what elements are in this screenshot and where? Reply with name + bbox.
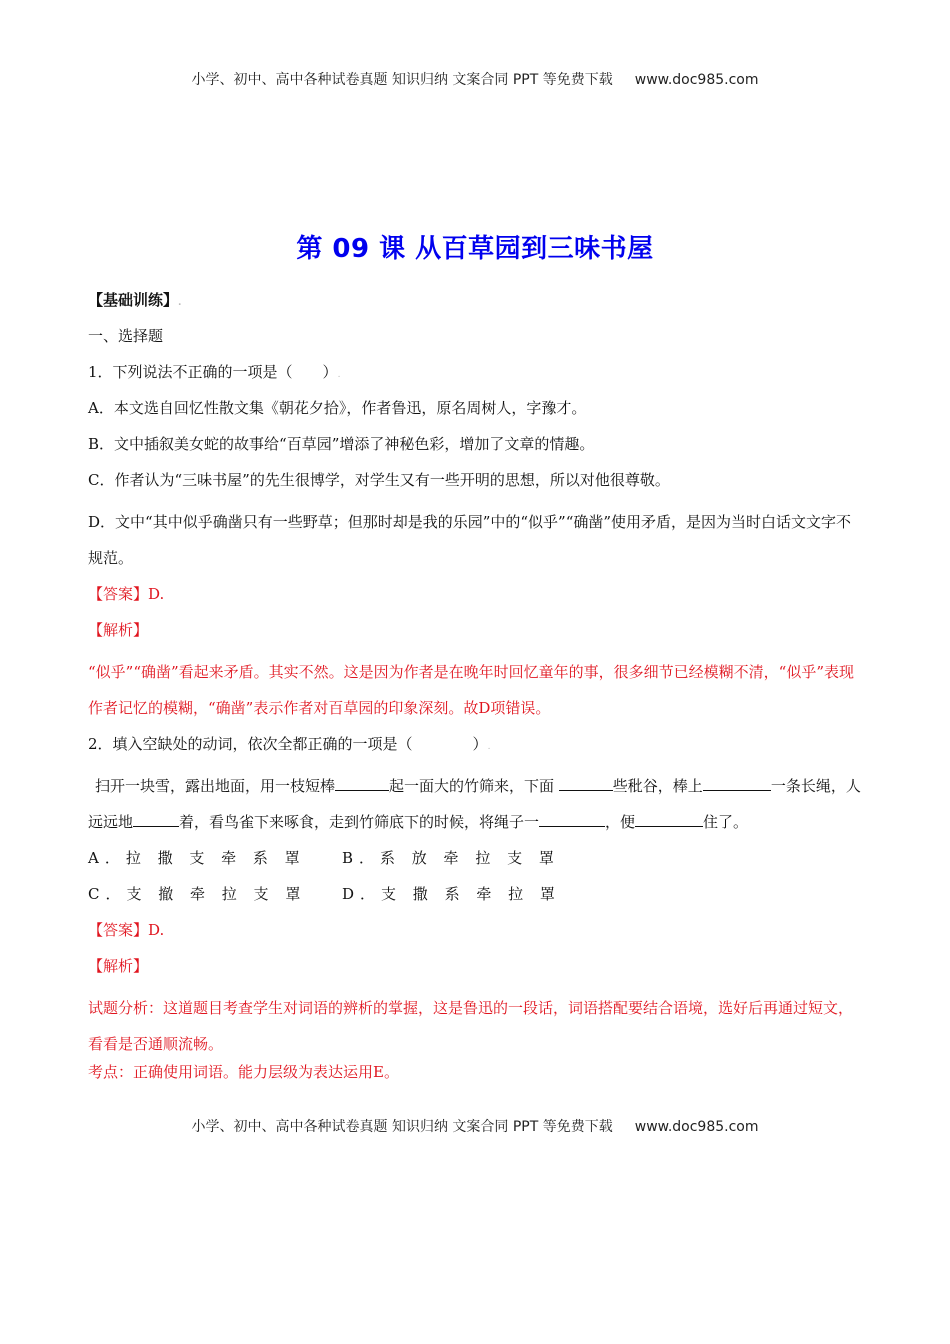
- section-label: 【基础训练】.: [88, 291, 182, 309]
- question-1-option-a: A．本文选自回忆性散文集《朝花夕拾》，作者鲁迅，原名周树人，字豫才。: [88, 399, 587, 417]
- blank-1: [335, 774, 389, 791]
- question-2-analysis-label: 【解析】: [88, 957, 149, 975]
- question-1-analysis-label: 【解析】: [88, 621, 149, 639]
- question-2-option-b: B．系 放 牵 拉 支 罩: [342, 849, 560, 867]
- question-2-passage: 扫开一块雪，露出地面，用一枝短棒 起一面大的竹筛来，下面 些秕谷，棒上 一条长绳，人远远地 着，看鸟雀下来啄食，走到竹筛底下的时候，将绳子一 ，便 住了。: [88, 768, 864, 840]
- question-1-option-c: C．作者认为“三味书屋”的先生很博学，对学生又有一些开明的思想，所以对他很尊敬。: [88, 471, 670, 489]
- blank-6: [635, 810, 703, 827]
- footer-banner-text: 小学、初中、高中各种试卷真题 知识归纳 文案合同 PPT 等免费下载: [191, 1119, 613, 1135]
- header-banner-url[interactable]: www.doc985.com: [634, 72, 759, 88]
- question-2-option-a: A．拉 撒 支 牵 系 罩: [88, 849, 306, 867]
- blank-5: [539, 810, 605, 827]
- header-banner: [0, 69, 950, 89]
- part-label: 一、选择题: [88, 327, 164, 345]
- blank-2: [559, 774, 613, 791]
- question-2-option-d: D．支 撒 系 牵 拉 罩: [342, 885, 561, 903]
- question-2-stem: 2．填入空缺处的动词，依次全都正确的一项是（ ）.: [88, 735, 491, 753]
- question-2-knowledge-point: 考点：正确使用词语。能力层级为表达运用E。: [88, 1063, 399, 1081]
- question-1-analysis: “似乎”“确凿”看起来矛盾。其实不然。这是因为作者是在晚年时回忆童年的事，很多细节已经模糊不清，“似乎”表现作者记忆的模糊，“确凿”表示作者对百草园的印象深刻。故D项错误。: [88, 663, 855, 717]
- question-2-answer: 【答案】D.: [88, 921, 165, 939]
- question-2-option-c: C．支 撤 牵 拉 支 罩: [88, 885, 307, 903]
- header-banner-text: 小学、初中、高中各种试卷真题 知识归纳 文案合同 PPT 等免费下载: [191, 72, 613, 88]
- blank-3: [703, 774, 771, 791]
- question-1-stem: 1．下列说法不正确的一项是（ ）.: [88, 363, 341, 381]
- question-2-options-row-2: [88, 882, 864, 918]
- question-1-option-b: B．文中插叙美女蛇的故事给“百草园”增添了神秘色彩，增加了文章的情趣。: [88, 435, 595, 453]
- footer-banner: [0, 1116, 950, 1136]
- question-1-option-d: D．文中“其中似乎确凿只有一些野草；但那时却是我的乐园”中的“似乎”“确凿”使用矛盾，是因为当时白话文文字不规范。: [88, 513, 852, 567]
- question-2-options-row-1: [88, 846, 864, 882]
- question-1-answer: 【答案】D.: [88, 585, 165, 603]
- page-title: 第 09 课 从百草园到三味书屋: [296, 234, 654, 264]
- blank-4: [133, 810, 179, 827]
- footer-banner-url[interactable]: www.doc985.com: [634, 1119, 759, 1135]
- question-2-analysis: 试题分析：这道题目考查学生对词语的辨析的掌握，这是鲁迅的一段话，词语搭配要结合语境，选好后再通过短文，看看是否通顺流畅。: [88, 999, 854, 1053]
- document-body: [88, 288, 864, 1096]
